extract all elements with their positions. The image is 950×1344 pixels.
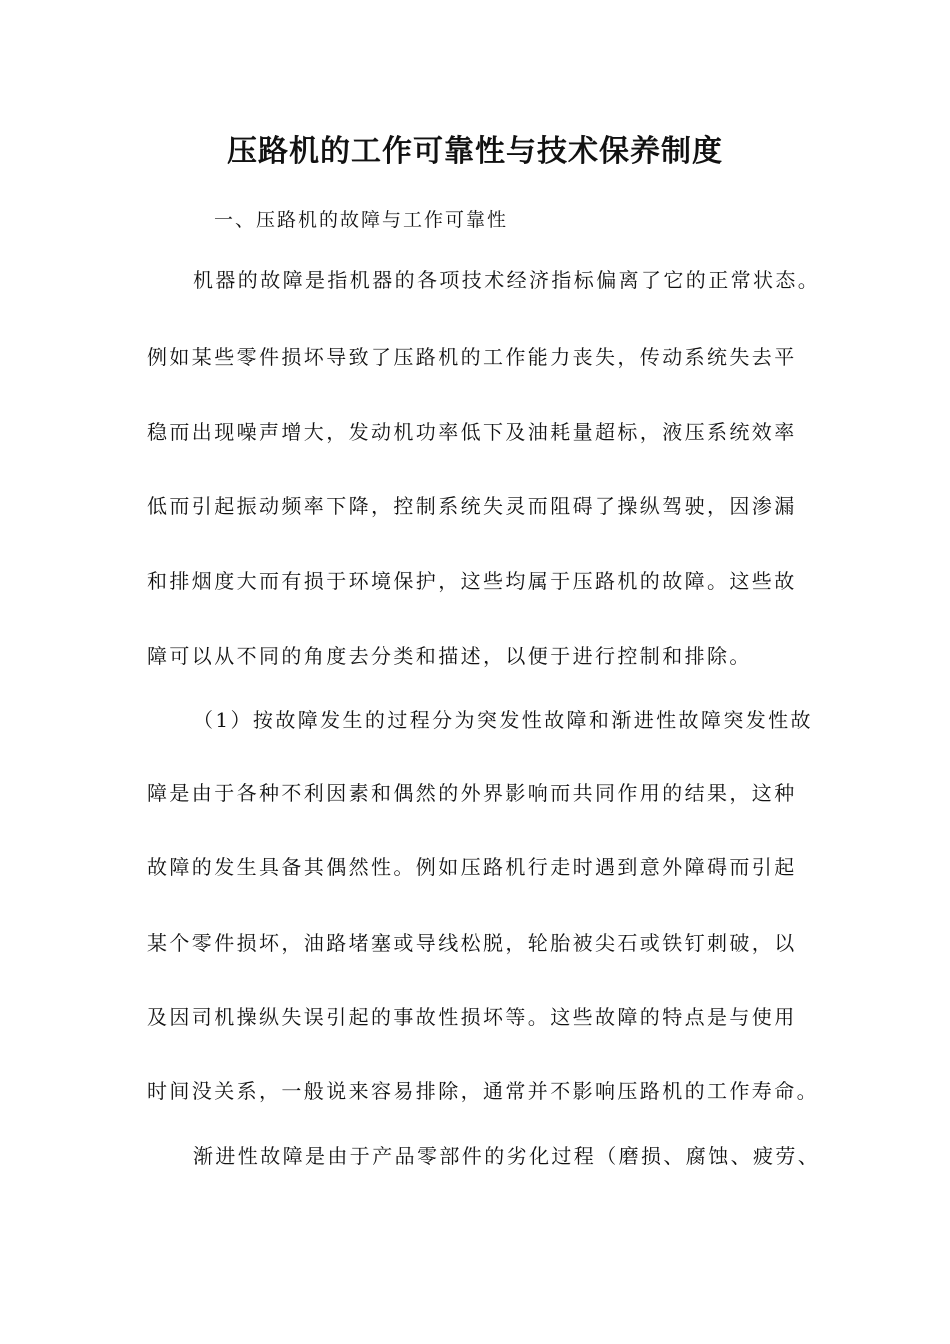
paragraph-line: 低而引起振动频率下降，控制系统失灵而阻碍了操纵驾驶，因渗漏 — [147, 494, 797, 518]
paragraph-line: 机器的故障是指机器的各项技术经济指标偏离了它的正常状态。 — [193, 268, 821, 292]
paragraph-line: 例如某些零件损坏导致了压路机的工作能力丧失，传动系统失去平 — [147, 345, 797, 369]
paragraph-line: 渐进性故障是由于产品零部件的劣化过程（磨损、腐蚀、疲劳、 — [193, 1144, 821, 1168]
paragraph-line: 某个零件损坏，油路堵塞或导线松脱，轮胎被尖石或铁钉刺破，以 — [147, 931, 797, 955]
section-heading: 一、压路机的故障与工作可靠性 — [214, 209, 509, 231]
paragraph-line: 故障的发生具备其偶然性。例如压路机行走时遇到意外障碍而引起 — [147, 855, 797, 879]
paragraph-line: 障是由于各种不利因素和偶然的外界影响而共同作用的结果，这种 — [147, 781, 797, 805]
paragraph-line: 稳而出现噪声增大，发动机功率低下及油耗量超标，液压系统效率 — [147, 420, 797, 444]
paragraph-line: 障可以从不同的角度去分类和描述，以便于进行控制和排除。 — [147, 644, 752, 668]
paragraph-line: 时间没关系，一般说来容易排除，通常并不影响压路机的工作寿命。 — [147, 1079, 819, 1103]
paragraph-line: （1）按故障发生的过程分为突发性故障和渐进性故障突发性故 — [193, 708, 813, 732]
document-title: 压路机的工作可靠性与技术保养制度 — [227, 134, 723, 169]
paragraph-line: 及因司机操纵失误引起的事故性损坏等。这些故障的特点是与使用 — [147, 1005, 797, 1029]
paragraph-line: 和排烟度大而有损于环境保护，这些均属于压路机的故障。这些故 — [147, 569, 797, 593]
